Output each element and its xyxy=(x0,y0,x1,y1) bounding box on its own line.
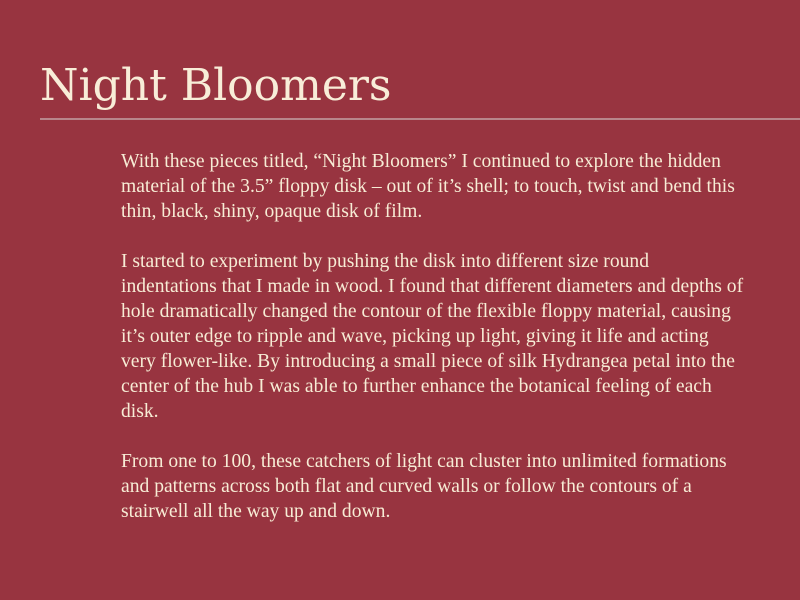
paragraph-intro: With these pieces titled, “Night Bloomers” I continued to explore the hidden material of the 3.5” floppy disk – out of it’s shell; to touch, twist and bend this thin, black, shiny, opaque disk of film. xyxy=(121,151,735,222)
paragraph-experiment: I started to experiment by pushing the disk into different size round indentations that I made in wood. I found that different diameters and depths of hole dramatically changed the contour of the flexible floppy material, causing it’s outer edge to ripple and wave, picking up light, giving it life and acting very flower-like. By introducing a small piece of silk Hydrangea petal into the center of the hub I was able to further enhance the botanical feeling of each disk. xyxy=(121,251,744,422)
slide-body xyxy=(121,149,746,549)
title-divider xyxy=(40,118,800,120)
slide-title: Night Bloomers xyxy=(40,60,392,111)
paragraph-formations: From one to 100, these catchers of light can cluster into unlimited formations and patterns across both flat and curved walls or follow the contours of a stairwell all the way up and down. xyxy=(121,451,727,522)
